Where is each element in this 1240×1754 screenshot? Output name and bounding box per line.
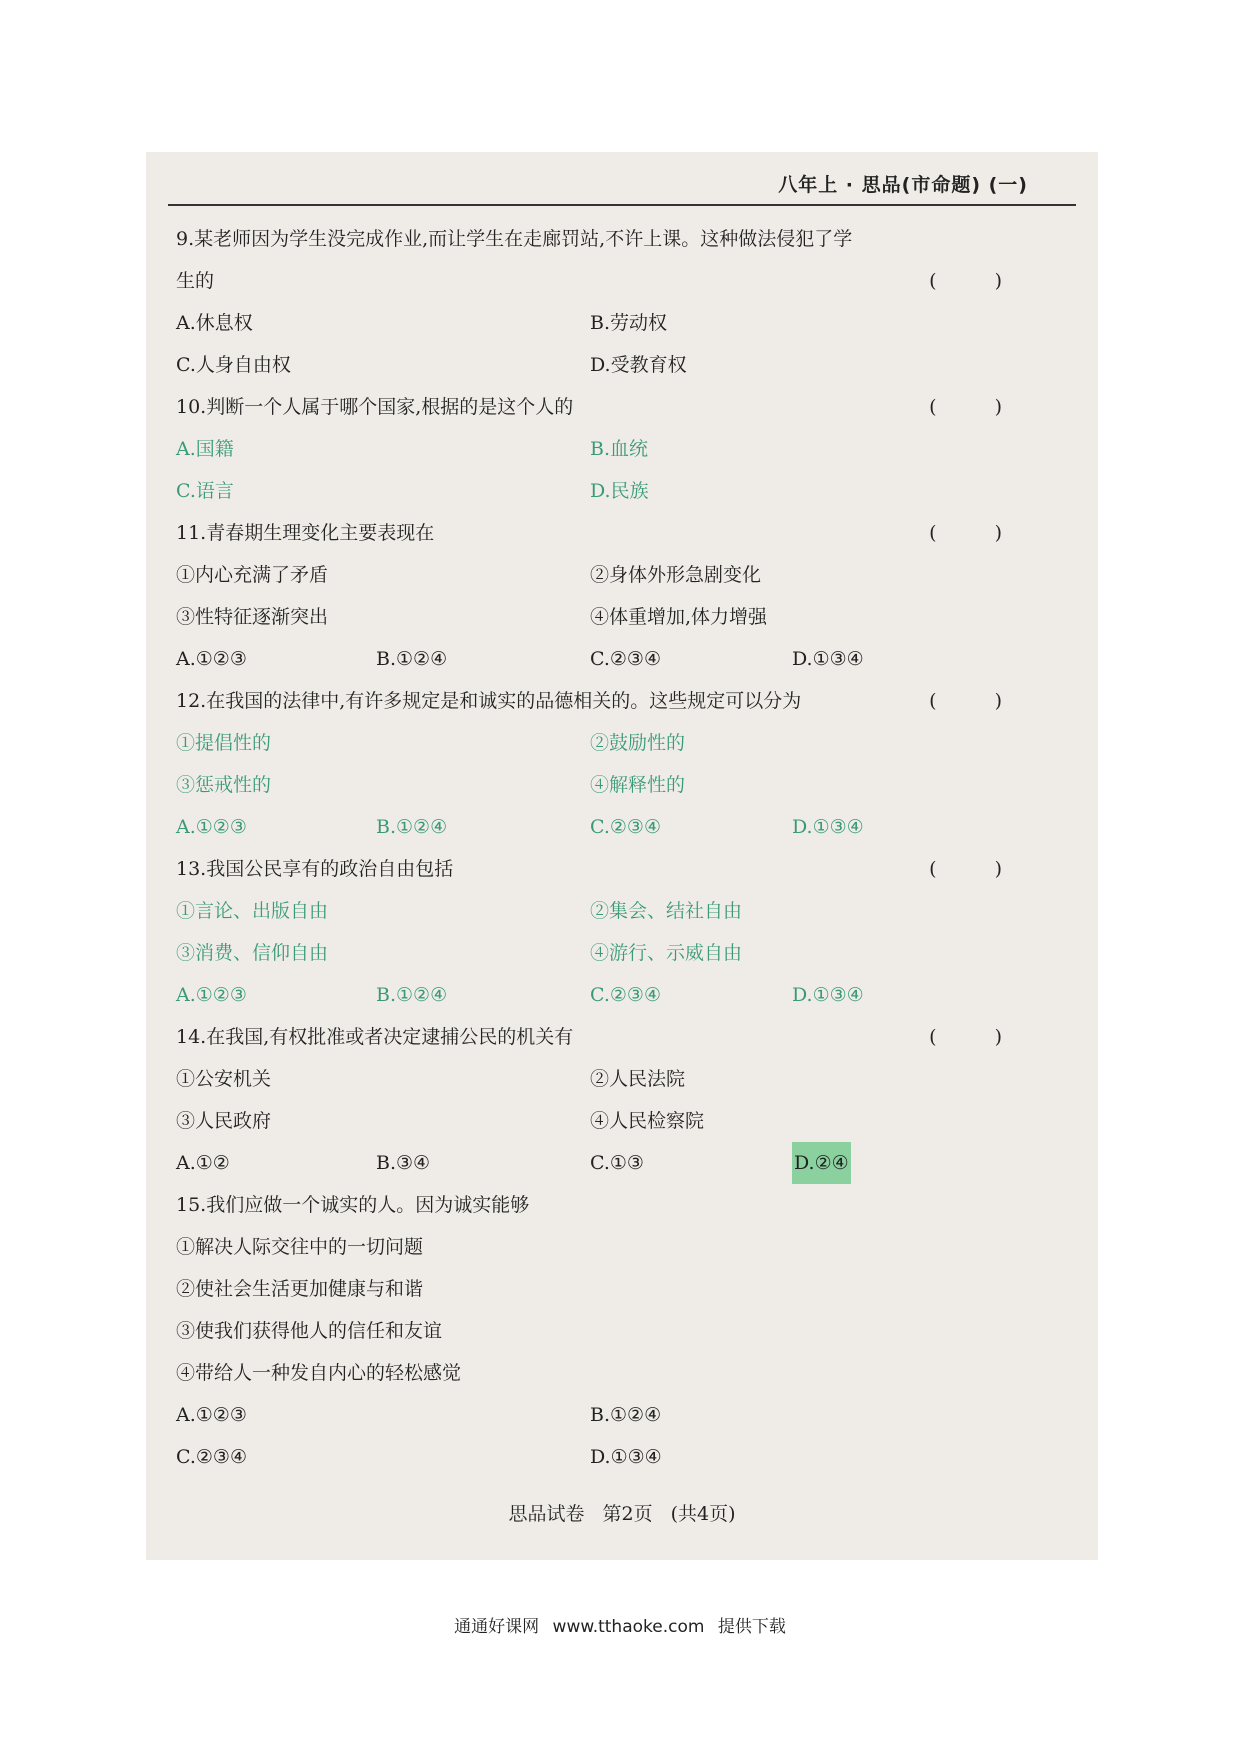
option-d: D.①③④ (792, 984, 864, 1006)
option-a: A.休息权 (176, 312, 253, 334)
statement-2: ②使社会生活更加健康与和谐 (176, 1278, 424, 1300)
question-stem: 12.在我国的法律中,有许多规定是和诚实的品德相关的。这些规定可以分为 (176, 690, 802, 712)
option-d-highlighted: D.②④ (792, 1142, 851, 1184)
question-stem: 10.判断一个人属于哪个国家,根据的是这个人的 (176, 396, 574, 418)
page-footer (146, 1499, 1098, 1526)
option-b: B.③④ (376, 1152, 431, 1174)
footer-total-pages: (共4页) (670, 1503, 736, 1525)
option-b: B.①②④ (376, 816, 448, 838)
statement-2: ②人民法院 (590, 1068, 686, 1090)
option-b: B.①②④ (376, 984, 448, 1006)
page-header-title: 八年上 · 思品(市命题) (一) (778, 174, 1028, 196)
question-stem: 14.在我国,有权批准或者决定逮捕公民的机关有 (176, 1026, 574, 1048)
option-a: A.①② (176, 1152, 230, 1174)
statement-3: ③消费、信仰自由 (176, 942, 329, 964)
option-b: B.劳动权 (590, 312, 668, 334)
question-stem: 9.某老师因为学生没完成作业,而让学生在走廊罚站,不许上课。这种做法侵犯了学 (176, 228, 853, 250)
statement-2: ②鼓励性的 (590, 732, 686, 754)
option-d: D.①③④ (792, 816, 864, 838)
statement-1: ①解决人际交往中的一切问题 (176, 1236, 424, 1258)
statement-2: ②身体外形急剧变化 (590, 564, 762, 586)
option-a: A.国籍 (176, 438, 234, 460)
answer-blank: ( ) (929, 270, 1028, 292)
credit-note: 提供下载 (717, 1617, 786, 1637)
option-a: A.①②③ (176, 984, 247, 1006)
statement-3: ③惩戒性的 (176, 774, 272, 796)
question-14 (176, 1016, 1058, 1184)
question-stem-continued: 生的 (176, 270, 215, 292)
option-b: B.血统 (590, 438, 649, 460)
statement-1: ①言论、出版自由 (176, 900, 329, 922)
question-12 (176, 680, 1058, 848)
question-stem: 11.青春期生理变化主要表现在 (176, 522, 435, 544)
option-a: A.①②③ (176, 816, 247, 838)
statement-3: ③性特征逐渐突出 (176, 606, 329, 628)
answer-blank: ( ) (929, 1026, 1028, 1048)
answer-blank: ( ) (929, 858, 1028, 880)
download-credit (0, 1612, 1240, 1637)
question-9 (176, 218, 1058, 386)
question-list (176, 218, 1058, 1478)
statement-2: ②集会、结社自由 (590, 900, 743, 922)
option-a: A.①②③ (176, 1404, 247, 1426)
statement-1: ①提倡性的 (176, 732, 272, 754)
answer-blank: ( ) (929, 690, 1028, 712)
question-15 (176, 1184, 1058, 1478)
option-c: C.语言 (176, 480, 234, 502)
question-13 (176, 848, 1058, 1016)
statement-4: ④解释性的 (590, 774, 686, 796)
footer-page-number: 第2页 (602, 1503, 653, 1525)
statement-4: ④体重增加,体力增强 (590, 606, 768, 628)
answer-blank: ( ) (929, 396, 1028, 418)
option-c: C.人身自由权 (176, 354, 291, 376)
statement-4: ④带给人一种发自内心的轻松感觉 (176, 1362, 462, 1384)
statement-3: ③使我们获得他人的信任和友谊 (176, 1320, 443, 1342)
statement-3: ③人民政府 (176, 1110, 272, 1132)
option-c: C.②③④ (590, 816, 661, 838)
option-c: C.②③④ (590, 648, 661, 670)
credit-url: www.tthaoke.com (552, 1617, 705, 1637)
statement-4: ④游行、示威自由 (590, 942, 743, 964)
question-10 (176, 386, 1058, 512)
answer-blank: ( ) (929, 522, 1028, 544)
credit-site-name: 通通好课网 (454, 1617, 540, 1637)
option-c: C.②③④ (590, 984, 661, 1006)
question-stem: 15.我们应做一个诚实的人。因为诚实能够 (176, 1194, 530, 1216)
question-11 (176, 512, 1058, 680)
option-d: D.①③④ (792, 648, 864, 670)
option-b: B.①②④ (376, 648, 448, 670)
option-d: D.受教育权 (590, 354, 687, 376)
question-stem: 13.我国公民享有的政治自由包括 (176, 858, 454, 880)
option-c: C.①③ (590, 1152, 644, 1174)
footer-subject: 思品试卷 (508, 1503, 585, 1525)
option-b: B.①②④ (590, 1404, 662, 1426)
statement-1: ①内心充满了矛盾 (176, 564, 329, 586)
statement-4: ④人民检察院 (590, 1110, 705, 1132)
option-d: D.民族 (590, 480, 649, 502)
statement-1: ①公安机关 (176, 1068, 272, 1090)
exam-page-scan (146, 152, 1098, 1560)
option-a: A.①②③ (176, 648, 247, 670)
header-divider (168, 204, 1076, 206)
option-d: D.①③④ (590, 1446, 662, 1468)
option-c: C.②③④ (176, 1446, 247, 1468)
